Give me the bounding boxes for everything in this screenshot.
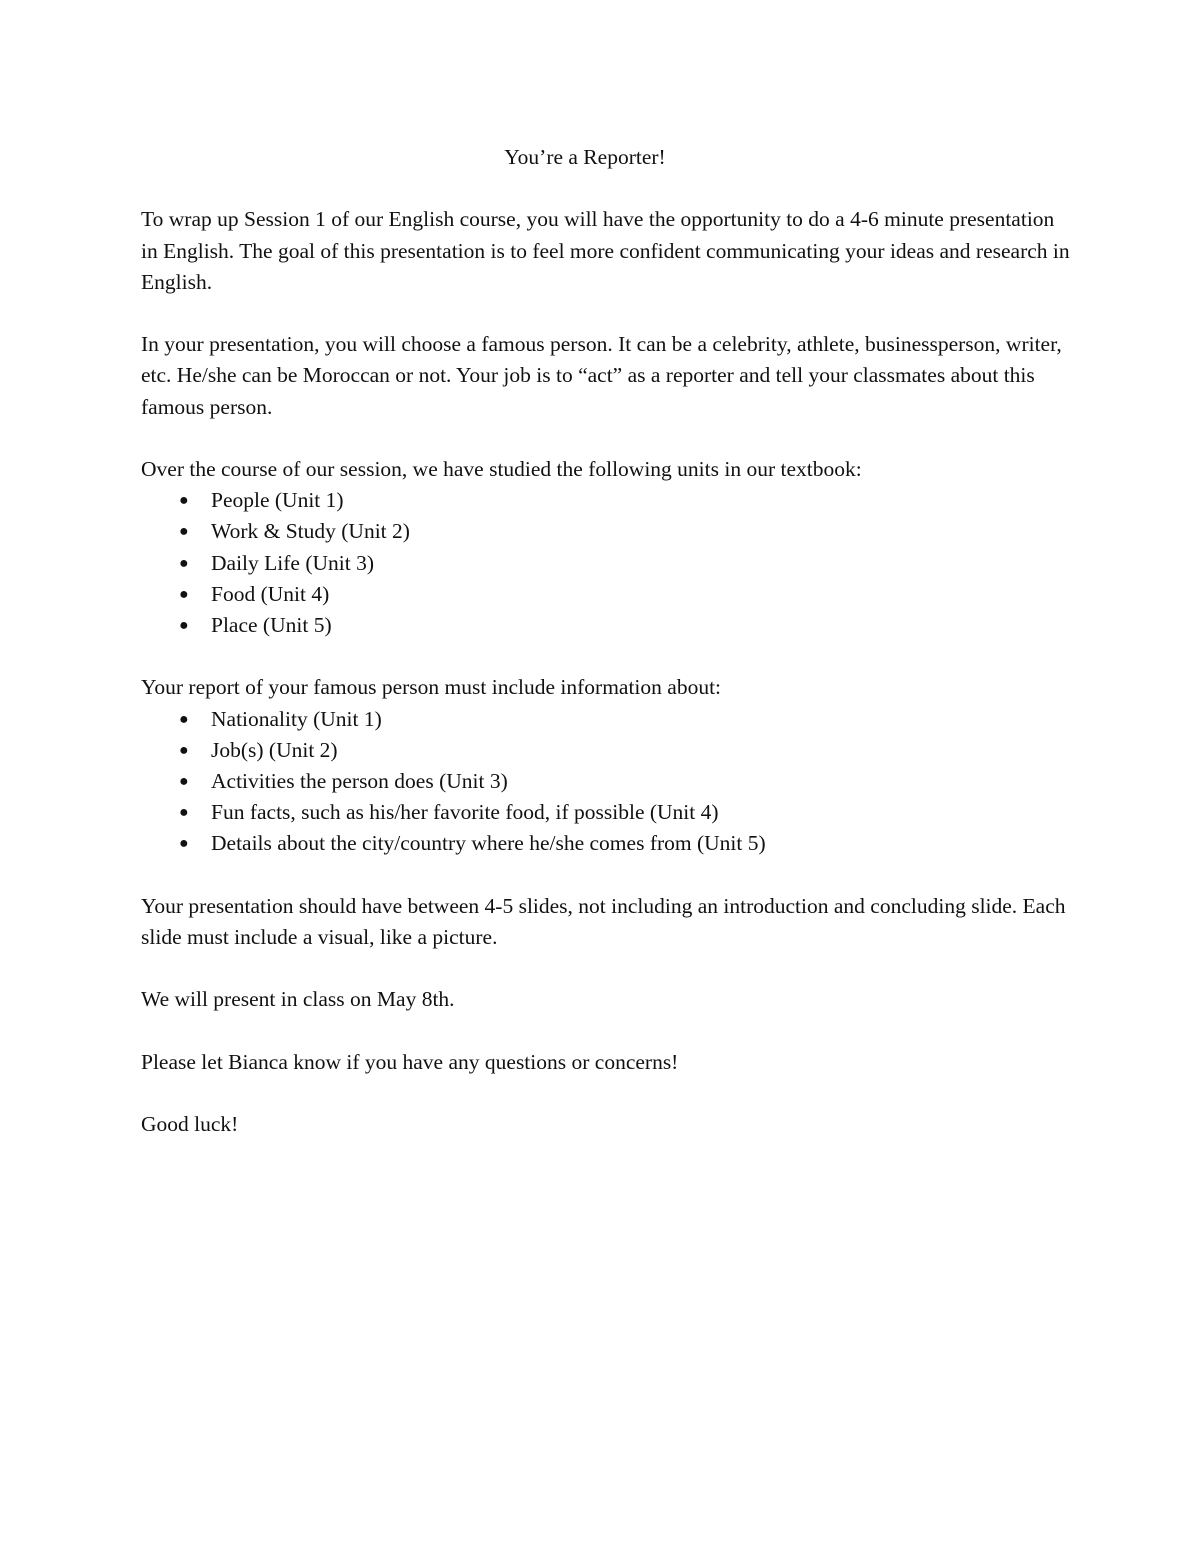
list-item — [141, 766, 1071, 797]
list-item — [141, 579, 1071, 610]
list-item-text: Activities the person does (Unit 3) — [211, 769, 508, 793]
list-item-text: Daily Life (Unit 3) — [211, 550, 374, 575]
bullet-icon: ● — [179, 617, 189, 634]
units-list — [141, 485, 1071, 641]
document-body — [141, 142, 1071, 1172]
bullet-icon: ● — [179, 710, 189, 728]
list-item-text: Place (Unit 5) — [211, 613, 332, 637]
closing-line: Good luck! — [141, 1112, 239, 1137]
slides-paragraph: Your presentation should have between 4-5 slides, not including an introduction and concluding slide. Each slide must include a visual, like a picture. — [141, 893, 1066, 949]
bullet-icon: ● — [179, 835, 189, 853]
list-item — [141, 485, 1071, 516]
requirements-list — [141, 704, 1071, 860]
list-item-text: People (Unit 1) — [211, 488, 344, 513]
units-intro: Over the course of our session, we have studied the following units in our textbook: — [141, 456, 862, 481]
bullet-icon: ● — [179, 585, 189, 603]
bullet-icon: ● — [179, 492, 189, 510]
list-item-text: Job(s) (Unit 2) — [211, 737, 338, 762]
list-item-text: Work & Study (Unit 2) — [211, 519, 410, 544]
bullet-icon: ● — [179, 804, 189, 822]
list-item-text: Food (Unit 4) — [211, 581, 330, 606]
list-item — [141, 828, 1071, 859]
list-item — [141, 516, 1071, 547]
document-title: You’re a Reporter! — [504, 145, 666, 169]
list-item — [141, 797, 1071, 828]
list-item — [141, 735, 1071, 766]
intro-paragraph: To wrap up Session 1 of our English course, you will have the opportunity to do a 4-6 minute presentation in English. The goal of this presentation is to feel more confident communicating your ideas and research in English. — [141, 207, 1070, 294]
bullet-icon: ● — [179, 523, 189, 541]
requirements-intro: Your report of your famous person must include information about: — [141, 675, 722, 700]
list-item — [141, 704, 1071, 735]
questions-paragraph: Please let Bianca know if you have any questions or concerns! — [141, 1049, 679, 1074]
bullet-icon: ● — [179, 554, 189, 572]
list-item — [141, 610, 1071, 641]
bullet-icon: ● — [179, 773, 189, 790]
list-item — [141, 548, 1071, 579]
famous-person-paragraph: In your presentation, you will choose a famous person. It can be a celebrity, athlete, businessperson, writer, etc. He/she can be Moroccan or not. Your job is to “act” as a reporter and tell your classmates about this famous person. — [141, 332, 1062, 419]
list-item-text: Nationality (Unit 1) — [211, 706, 382, 731]
bullet-icon: ● — [179, 741, 189, 759]
date-paragraph: We will present in class on May 8th. — [141, 987, 455, 1012]
list-item-text: Fun facts, such as his/her favorite food, if possible (Unit 4) — [211, 800, 719, 825]
list-item-text: Details about the city/country where he/she comes from (Unit 5) — [211, 831, 766, 856]
